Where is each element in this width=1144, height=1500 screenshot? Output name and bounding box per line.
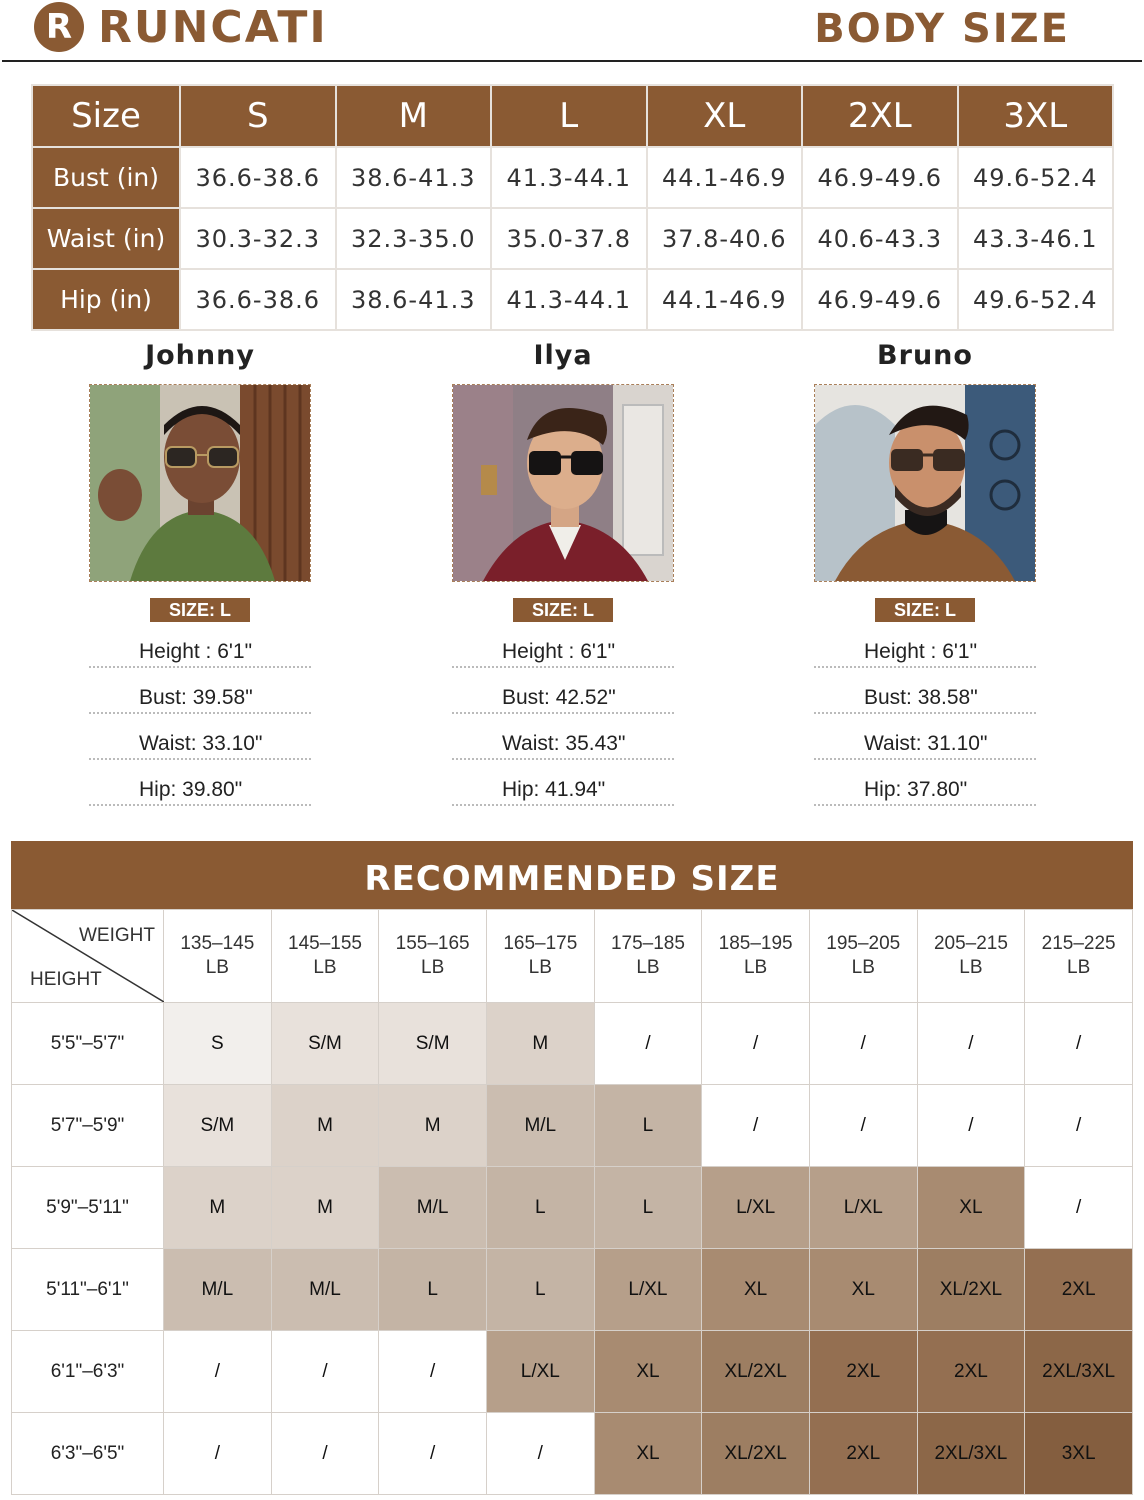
weight-unit: LB — [1067, 957, 1091, 978]
size-cell: 2XL — [809, 1413, 917, 1495]
weight-header — [594, 910, 702, 1003]
weight-range: 195–205 — [826, 933, 901, 954]
table-row — [12, 1331, 1133, 1413]
weight-header — [702, 910, 810, 1003]
model-card-johnny — [89, 340, 311, 806]
header-divider — [2, 60, 1142, 62]
table-cell: 40.6-43.3 — [802, 208, 958, 269]
size-badge: SIZE: L — [875, 598, 975, 622]
size-cell: L — [379, 1249, 487, 1331]
size-cell: XL/2XL — [702, 1331, 810, 1413]
size-header-l: L — [491, 85, 647, 147]
size-cell: / — [164, 1413, 272, 1495]
weight-header — [164, 910, 272, 1003]
size-header-s: S — [180, 85, 336, 147]
size-cell: / — [1025, 1085, 1133, 1167]
weight-unit: LB — [528, 957, 552, 978]
size-header-xl: XL — [647, 85, 803, 147]
size-header-3xl: 3XL — [958, 85, 1114, 147]
size-cell: XL — [702, 1249, 810, 1331]
body-size-table — [31, 84, 1114, 331]
size-cell: M/L — [486, 1085, 594, 1167]
model-photo-illustration — [453, 385, 673, 581]
size-cell: L — [486, 1249, 594, 1331]
model-card-bruno — [814, 340, 1036, 806]
table-row — [12, 1413, 1133, 1495]
table-row — [32, 147, 1113, 208]
recommended-size-table — [11, 909, 1133, 1495]
model-card-ilya — [452, 340, 674, 806]
table-cell: 41.3-44.1 — [491, 269, 647, 330]
bust-stat: Bust: 42.52" — [452, 670, 674, 714]
size-cell: / — [702, 1085, 810, 1167]
size-cell: M/L — [271, 1249, 379, 1331]
table-row — [32, 269, 1113, 330]
body-size-header-row — [32, 85, 1113, 147]
table-cell: 43.3-46.1 — [958, 208, 1114, 269]
table-row — [12, 1085, 1133, 1167]
size-cell: M — [379, 1085, 487, 1167]
weight-unit: LB — [636, 957, 660, 978]
size-cell: S — [164, 1003, 272, 1085]
table-cell: 44.1-46.9 — [647, 269, 803, 330]
waist-row-label: Waist (in) — [32, 208, 180, 269]
header — [0, 0, 1144, 62]
table-cell: 41.3-44.1 — [491, 147, 647, 208]
hip-row-label: Hip (in) — [32, 269, 180, 330]
model-name: Bruno — [877, 340, 973, 371]
weight-unit: LB — [851, 957, 875, 978]
size-cell: / — [702, 1003, 810, 1085]
height-stat: Height : 6'1" — [814, 624, 1036, 668]
brand-logo-letter: R — [45, 7, 73, 47]
height-stat: Height : 6'1" — [89, 624, 311, 668]
bust-row-label: Bust (in) — [32, 147, 180, 208]
height-range-label: 5'5"–5'7" — [12, 1003, 164, 1085]
size-cell: S/M — [164, 1085, 272, 1167]
size-cell: / — [486, 1413, 594, 1495]
size-cell: / — [917, 1085, 1025, 1167]
size-cell: L/XL — [809, 1167, 917, 1249]
size-cell: / — [809, 1003, 917, 1085]
size-column-header: Size — [32, 85, 180, 147]
size-cell: XL — [809, 1249, 917, 1331]
brand-logo-mark — [34, 2, 84, 52]
weight-unit: LB — [205, 957, 229, 978]
height-range-label: 5'11"–6'1" — [12, 1249, 164, 1331]
size-cell: M/L — [379, 1167, 487, 1249]
weight-unit: LB — [959, 957, 983, 978]
size-cell: 2XL — [809, 1331, 917, 1413]
table-cell: 49.6-52.4 — [958, 269, 1114, 330]
weight-range: 155–165 — [395, 933, 470, 954]
bust-stat: Bust: 39.58" — [89, 670, 311, 714]
table-cell: 32.3-35.0 — [336, 208, 492, 269]
size-header-2xl: 2XL — [802, 85, 958, 147]
size-cell: M — [486, 1003, 594, 1085]
table-cell: 35.0-37.8 — [491, 208, 647, 269]
corner-header-cell — [12, 910, 164, 1003]
size-cell: M — [271, 1167, 379, 1249]
size-cell: M/L — [164, 1249, 272, 1331]
weight-header — [271, 910, 379, 1003]
hip-stat: Hip: 41.94" — [452, 762, 674, 806]
size-badge: SIZE: L — [513, 598, 613, 622]
model-photo — [89, 384, 311, 582]
height-range-label: 5'9"–5'11" — [12, 1167, 164, 1249]
size-badge: SIZE: L — [150, 598, 250, 622]
size-cell: / — [1025, 1167, 1133, 1249]
height-range-label: 5'7"–5'9" — [12, 1085, 164, 1167]
page-title: BODY SIZE — [814, 6, 1070, 52]
model-name: Johnny — [145, 340, 255, 371]
table-cell: 36.6-38.6 — [180, 147, 336, 208]
size-cell: L — [486, 1167, 594, 1249]
weight-header — [809, 910, 917, 1003]
table-cell: 38.6-41.3 — [336, 147, 492, 208]
waist-stat: Waist: 31.10" — [814, 716, 1036, 760]
size-cell: 3XL — [1025, 1413, 1133, 1495]
weight-unit: LB — [421, 957, 445, 978]
weight-range: 175–185 — [610, 933, 685, 954]
size-cell: XL — [594, 1331, 702, 1413]
hip-stat: Hip: 37.80" — [814, 762, 1036, 806]
waist-stat: Waist: 35.43" — [452, 716, 674, 760]
weight-header — [1025, 910, 1133, 1003]
size-cell: / — [164, 1331, 272, 1413]
size-cell: / — [594, 1003, 702, 1085]
size-cell: / — [271, 1331, 379, 1413]
size-cell: M — [164, 1167, 272, 1249]
table-row — [12, 1003, 1133, 1085]
size-cell: L/XL — [702, 1167, 810, 1249]
size-cell: / — [379, 1331, 487, 1413]
size-cell: / — [379, 1413, 487, 1495]
table-cell: 46.9-49.6 — [802, 147, 958, 208]
weight-range: 205–215 — [933, 933, 1008, 954]
size-cell: XL/2XL — [917, 1249, 1025, 1331]
size-cell: 2XL — [1025, 1249, 1133, 1331]
model-photo — [452, 384, 674, 582]
size-cell: L — [594, 1085, 702, 1167]
weight-axis-label: WEIGHT — [79, 925, 155, 946]
model-name: Ilya — [533, 340, 593, 371]
table-cell: 49.6-52.4 — [958, 147, 1114, 208]
height-range-label: 6'3"–6'5" — [12, 1413, 164, 1495]
weight-header — [379, 910, 487, 1003]
weight-unit: LB — [743, 957, 768, 978]
table-cell: 37.8-40.6 — [647, 208, 803, 269]
table-cell: 44.1-46.9 — [647, 147, 803, 208]
table-row — [12, 1167, 1133, 1249]
weight-range: 145–155 — [288, 933, 362, 954]
size-cell: L/XL — [486, 1331, 594, 1413]
size-cell: 2XL/3XL — [1025, 1331, 1133, 1413]
brand-name: RUNCATI — [98, 2, 328, 53]
size-cell: / — [809, 1085, 917, 1167]
model-photo-illustration — [90, 385, 310, 581]
table-row — [12, 1249, 1133, 1331]
size-cell: / — [917, 1003, 1025, 1085]
height-range-label: 6'1"–6'3" — [12, 1331, 164, 1413]
weight-range: 135–145 — [180, 933, 255, 954]
model-photo — [814, 384, 1036, 582]
weight-range: 165–175 — [503, 933, 578, 954]
size-cell: S/M — [379, 1003, 487, 1085]
bust-stat: Bust: 38.58" — [814, 670, 1036, 714]
model-photo-illustration — [815, 385, 1035, 581]
table-cell: 46.9-49.6 — [802, 269, 958, 330]
table-cell: 38.6-41.3 — [336, 269, 492, 330]
height-stat: Height : 6'1" — [452, 624, 674, 668]
waist-stat: Waist: 33.10" — [89, 716, 311, 760]
size-cell: L — [594, 1167, 702, 1249]
size-cell: M — [271, 1085, 379, 1167]
table-cell: 36.6-38.6 — [180, 269, 336, 330]
size-cell: 2XL — [917, 1331, 1025, 1413]
height-axis-label: HEIGHT — [30, 969, 102, 990]
hip-stat: Hip: 39.80" — [89, 762, 311, 806]
weight-range: 215–225 — [1041, 933, 1116, 954]
weight-unit: LB — [313, 957, 337, 978]
weight-header — [917, 910, 1025, 1003]
size-cell: / — [1025, 1003, 1133, 1085]
weight-header-row — [12, 910, 1133, 1003]
table-cell: 30.3-32.3 — [180, 208, 336, 269]
table-row — [32, 208, 1113, 269]
size-cell: XL/2XL — [702, 1413, 810, 1495]
size-cell: XL — [917, 1167, 1025, 1249]
size-cell: S/M — [271, 1003, 379, 1085]
size-cell: L/XL — [594, 1249, 702, 1331]
size-cell: 2XL/3XL — [917, 1413, 1025, 1495]
recommended-size-title: RECOMMENDED SIZE — [11, 841, 1133, 909]
size-cell: / — [271, 1413, 379, 1495]
size-cell: XL — [594, 1413, 702, 1495]
weight-header — [486, 910, 594, 1003]
size-header-m: M — [336, 85, 492, 147]
weight-range: 185–195 — [718, 933, 793, 954]
